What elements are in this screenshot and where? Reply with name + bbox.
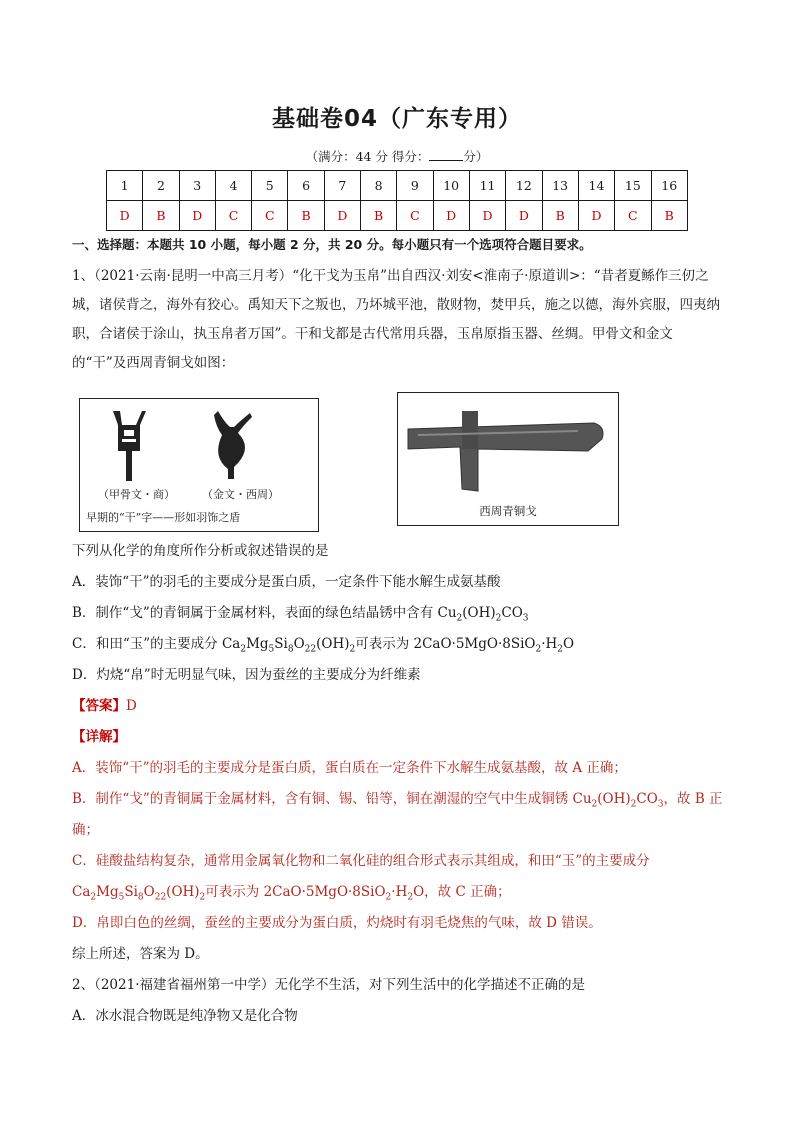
answer-letter-cell: B (288, 201, 324, 231)
detail-heading (72, 725, 732, 745)
figure-oracle-bone-characters (79, 398, 319, 532)
option-c-text: C．和田“玉”的主要成分 (72, 636, 222, 652)
answer-letter-cell: D (107, 201, 143, 231)
question-number-cell: 2 (143, 171, 179, 201)
question-1-prompt: 下列从化学的角度所作分析或叙述错误的是 (72, 543, 329, 559)
question-number-cell: 13 (542, 171, 578, 201)
answer-letter-cell: B (651, 201, 688, 231)
answer-letter-cell: D (433, 201, 469, 231)
question-number-cell: 5 (252, 171, 288, 201)
summary-line: 综上所述，答案为 D。 (72, 946, 209, 962)
detail-d: D．帛即白色的丝绸，蚕丝的主要成分为蛋白质，灼烧时有羽毛烧焦的气味，故 D 错误。 (72, 915, 602, 931)
answer-letter-cell: D (324, 201, 360, 231)
question-number-cell: 7 (324, 171, 360, 201)
detail-c-tail: O，故 C 正确； (413, 884, 511, 900)
answer-number-row (107, 171, 688, 201)
question-number-cell: 16 (651, 171, 688, 201)
answer-label: 【答案】 (72, 698, 126, 714)
answer-letter-cell: D (179, 201, 215, 231)
oracle-caption: （甲骨文・商） (98, 488, 175, 501)
detail-a: A．装饰“干”的羽毛的主要成分是蛋白质，蛋白质在一定条件下水解生成氨基酸，故 A 正确； (72, 760, 627, 776)
detail-b-line2: 确； (72, 822, 99, 838)
gan-characters-image (80, 399, 318, 531)
question-number-cell: 15 (615, 171, 651, 201)
option-c: C．和田“玉”的主要成分 $Ca_2Mg_5Si_8O_{22}(OH)_2$可表示为 $2CaO\cdot 5MgO\cdot 8SiO_2\cdot H_2O$ (72, 636, 575, 655)
bronze-ge-image (398, 393, 618, 525)
detail-c-mid: 可表示为 2CaO·5MgO·8SiO (205, 884, 386, 900)
question-number-cell: 8 (360, 171, 396, 201)
gan-caption: 早期的“干”字——形如羽饰之盾 (86, 511, 241, 524)
question-number-cell: 9 (397, 171, 433, 201)
answer-letter-cell: C (615, 201, 651, 231)
detail-b-line1: B．制作“戈”的青铜属于金属材料，含有铜、锡、铅等，铜在潮湿的空气中生成铜锈 $Cu_2(OH)_2CO_3$，故 B 正 (72, 791, 723, 810)
detail-c-line2: $Ca_2Mg_5Si_8O_{22}(OH)_2$可表示为 $2CaO\cdot 5MgO\cdot 8SiO_2\cdot H_2O$，故 C 正确； (72, 884, 511, 903)
figure-bronze-dagger (397, 392, 619, 526)
question-number-cell: 12 (506, 171, 542, 201)
question-number-cell: 10 (433, 171, 469, 201)
answer-table (106, 170, 688, 231)
ge-caption: 西周青铜戈 (479, 504, 537, 518)
question-2-option-a: A．冰水混合物既是纯净物又是化合物 (72, 1008, 298, 1024)
option-a: A．装饰“干”的羽毛的主要成分是蛋白质，一定条件下能水解生成氨基酸 (72, 574, 501, 590)
bronze-caption: （金文・西周） (202, 488, 279, 501)
option-b: B．制作“戈”的青铜属于金属材料，表面的绿色结晶锈中含有 $Cu_2(OH)_2CO_3$ (72, 605, 529, 624)
question-number-cell: 11 (469, 171, 505, 201)
answer-letter-cell: B (143, 201, 179, 231)
question-number-cell: 4 (215, 171, 251, 201)
question-number-cell: 6 (288, 171, 324, 201)
answer-value: D (126, 698, 137, 714)
question-number-cell: 3 (179, 171, 215, 201)
score-line (0, 147, 794, 165)
section-heading: 一、选择题：本题共 10 小题，每小题 2 分，共 20 分。每小题只有一个选项符合题目要求。 (72, 237, 592, 252)
question-1-stem: 1、（2021·云南·昆明一中高三月考）“化干戈为玉帛”出自西汉·刘安<淮南子·原道训>：“昔者夏鲧作三仞之城，诸侯背之，海外有狡心。禹知天下之叛也，乃坏城平池，散财物，焚甲兵，施之以德，海外宾服，四夷纳职，合诸侯于涂山，执玉帛者万国”。干和戈都是古代常用兵器，玉帛原指玉器、丝绸。甲骨文和金文的“干”及西周青铜戈如图： (72, 268, 720, 371)
option-b-text: B．制作“戈”的青铜属于金属材料，表面的绿色结晶锈中含有 (72, 605, 438, 621)
detail-b-tail: ，故 B 正 (663, 791, 723, 807)
answer-letter-cell: D (506, 201, 542, 231)
detail-c-line1: C．硅酸盐结构复杂，通常用金属氧化物和二氧化硅的组合形式表示其组成，和田“玉”的主要成分 (72, 853, 650, 869)
score-suffix: 分） (463, 149, 489, 164)
detail-label: 【详解】 (72, 729, 126, 745)
detail-b-text: B．制作“戈”的青铜属于金属材料，含有铜、锡、铅等，铜在潮湿的空气中生成铜锈 (72, 791, 573, 807)
answer-letter-row (107, 201, 688, 231)
answer-letter-cell: C (397, 201, 433, 231)
answer-letter-cell: C (252, 201, 288, 231)
option-d: D．灼烧“帛”时无明显气味，因为蚕丝的主要成分为纤维素 (72, 667, 421, 683)
question-number-cell: 1 (107, 171, 143, 201)
question-2-stem: 2、（2021·福建省福州第一中学）无化学不生活，对下列生活中的化学描述不正确的是 (72, 977, 585, 993)
score-blank (429, 147, 463, 161)
answer-line (72, 694, 732, 714)
answer-letter-cell: D (469, 201, 505, 231)
answer-letter-cell: D (578, 201, 614, 231)
page-title: 基础卷04（广东专用） (271, 106, 522, 132)
option-c-mid: 可表示为 2CaO·5MgO·8SiO (355, 636, 536, 652)
answer-letter-cell: C (215, 201, 251, 231)
question-number-cell: 14 (578, 171, 614, 201)
answer-letter-cell: B (542, 201, 578, 231)
answer-letter-cell: B (360, 201, 396, 231)
score-prefix: （满分：44 分 得分： (305, 149, 430, 164)
